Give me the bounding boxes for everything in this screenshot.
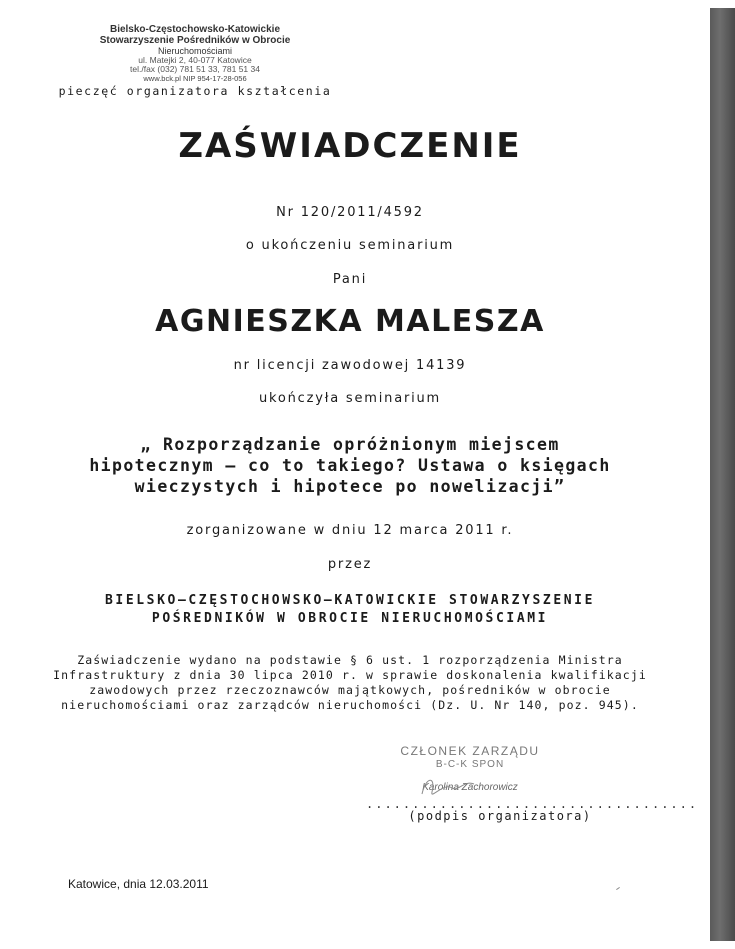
stamp-line-2: Stowarzyszenie Pośredników w Obrocie <box>99 35 291 46</box>
certificate-number: Nr 120/2011/4592 <box>276 205 424 220</box>
stamp-line-5: tel./fax (032) 781 51 33, 781 51 34 <box>130 64 260 74</box>
by-text: przez <box>327 557 373 572</box>
stamp-line-1: Bielsko-Częstochowsko-Katowickie <box>109 24 281 35</box>
legal-line-3: zawodowych przez rzeczoznawców majątkowych, pośredników w obrocie <box>89 683 611 697</box>
salutation: Pani <box>332 272 368 287</box>
organizer-line-2: POŚREDNIKÓW W OBROCIE NIERUCHOMOŚCIAMI <box>151 611 549 626</box>
stamp-line-6: www.bck.pl NIP 954-17-28-056 <box>143 74 247 83</box>
certificate-subtitle: o ukończeniu seminarium <box>245 238 455 253</box>
organized-date: zorganizowane w dniu 12 marca 2011 r. <box>186 523 514 538</box>
stamp-caption: pieczęć organizatora kształcenia <box>58 84 332 98</box>
scan-mark <box>616 887 620 890</box>
topic-line-3: wieczystych i hipotece po nowelizacji” <box>134 477 566 496</box>
license-number: nr licencji zawodowej 14139 <box>233 358 467 373</box>
document-title: ZAŚWIADCZENIE <box>178 126 522 166</box>
signature-line: .................................... <box>366 797 699 811</box>
legal-basis <box>0 653 700 713</box>
signature-stamp-line-3: Karolina Zachorowicz <box>422 782 518 793</box>
seminar-topic <box>0 434 700 497</box>
legal-line-1: Zaświadczenie wydano na podstawie § 6 ust. 1 rozporządzenia Ministra <box>77 653 623 667</box>
signature-stamp-line-1: CZŁONEK ZARZĄDU <box>400 744 540 758</box>
legal-line-4: nieruchomościami oraz zarządców nieruchomości (Dz. U. Nr 140, poz. 945). <box>61 698 639 712</box>
stamp-line-3: Nieruchomościami <box>157 46 233 56</box>
recipient-name: AGNIESZKA MALESZA <box>155 304 545 339</box>
signature-caption: (podpis organizatora) <box>408 809 592 823</box>
organizer-stamp <box>70 24 320 83</box>
scan-edge-shadow <box>710 8 735 941</box>
stamp-line-4: ul. Matejki 2, 40-077 Katowice <box>138 55 252 65</box>
completed-text: ukończyła seminarium <box>258 391 442 406</box>
legal-line-2: Infrastruktury z dnia 30 lipca 2010 r. w sprawie doskonalenia kwalifikacji <box>53 668 647 682</box>
place-and-date: Katowice, dnia 12.03.2011 <box>68 877 209 891</box>
signature-stamp-line-2: B-C-K SPON <box>435 759 505 770</box>
organizer-name <box>0 592 700 628</box>
topic-line-1: „ Rozporządzanie opróżnionym miejscem <box>140 435 560 454</box>
organizer-line-1: BIELSKO–CZĘSTOCHOWSKO–KATOWICKIE STOWARZYSZENIE <box>104 593 596 608</box>
topic-line-2: hipotecznym – co to takiego? Ustawa o księgach <box>89 456 611 475</box>
